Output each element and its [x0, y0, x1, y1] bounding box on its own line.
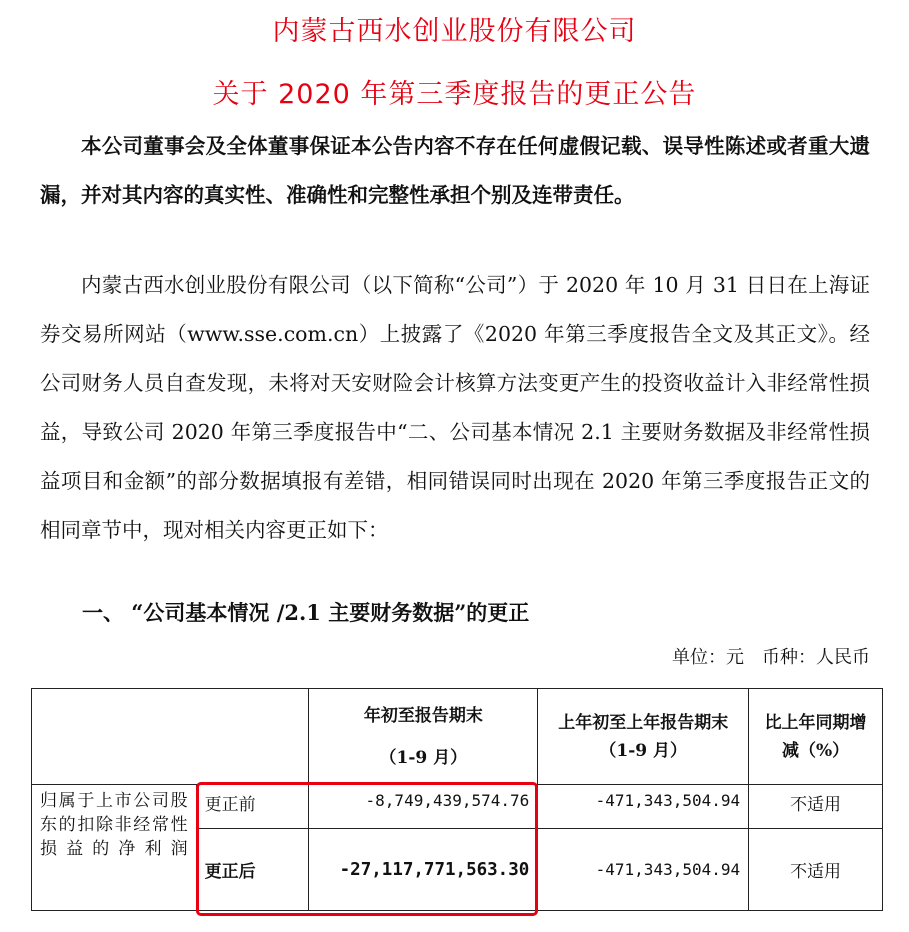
section-heading: 一、 “公司基本情况 /2.1 主要财务数据”的更正: [82, 600, 530, 625]
company-title: 内蒙古西水创业股份有限公司: [272, 16, 637, 47]
board-declaration: 本公司董事会及全体董事保证本公告内容不存在任何虚假记载、误导性陈述或者重大遗漏，并对其内容的真实性、准确性和完整性承担个别及连带责任。: [40, 134, 870, 207]
header-previous-period: 上年初至上年报告期末（1-9 月）: [538, 689, 749, 785]
header-empty-cell: [32, 689, 309, 785]
value-after-current: -27,117,771,563.30: [309, 829, 538, 911]
announcement-body: 内蒙古西水创业股份有限公司（以下简称“公司”）于 2020 年 10 月 31 日日在上海证券交易所网站（www.sse.com.cn）上披露了《2020 年第三季度报告全文及其正文》。经公司财务人员自查发现，未将对天安财险会计核算方法变更产生的投资收益计入非经常性损益，导致公司 2020 年第三季度报告中“二、公司基本情况 2.1 主要财务数据及非经常性损益项目和金额”的部分数据填报有差错，相同错误同时出现在 2020 年第三季度报告正文的相同章节中，现对相关内容更正如下：: [40, 273, 870, 542]
value-before-current: -8,749,439,574.76: [309, 785, 538, 829]
header-current-period-line1: 年初至报告期末: [363, 705, 483, 726]
row-label-net-profit: 归属于上市公司股东的扣除非经常性损益的净利润: [32, 785, 197, 911]
value-before-change: 不适用: [749, 785, 883, 829]
unit-currency-note: 单位：元 币种：人民币: [672, 647, 870, 668]
row-label-after: 更正后: [196, 829, 309, 911]
table-row: [32, 785, 883, 829]
row-label-before: 更正前: [196, 785, 309, 829]
header-yoy-change: 比上年同期增减（%）: [749, 689, 883, 785]
value-before-previous: -471,343,504.94: [538, 785, 749, 829]
header-current-period: [309, 689, 538, 785]
value-after-previous: -471,343,504.94: [538, 829, 749, 911]
table-header-row: [32, 689, 883, 785]
value-after-change: 不适用: [749, 829, 883, 911]
announcement-title: 关于 2020 年第三季度报告的更正公告: [212, 79, 697, 110]
financial-data-table: [31, 688, 883, 911]
header-current-period-line2: （1-9 月）: [379, 747, 468, 768]
